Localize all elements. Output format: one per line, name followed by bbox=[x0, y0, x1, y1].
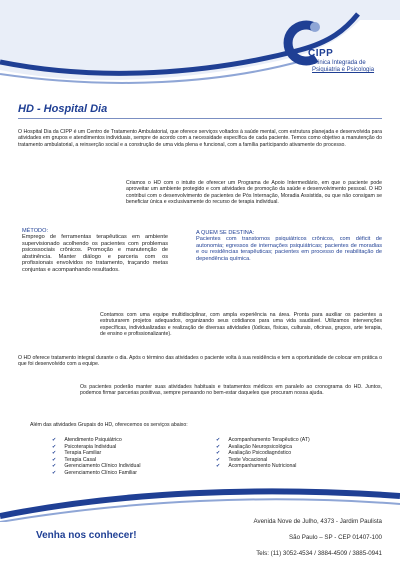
audience-title: A QUEM SE DESTINA: bbox=[196, 230, 255, 236]
check-icon: ✔ bbox=[52, 463, 57, 469]
check-icon: ✔ bbox=[216, 456, 221, 463]
check-icon: ✔ bbox=[52, 443, 57, 450]
title-divider bbox=[18, 118, 382, 119]
audience-text: Pacientes com transtornos psiquiátricos crônicos, com déficit de autonomia; egressos de internações psiquiátricas; pacientes de moradias e ou residências terapêuticas; pacientes em processo de reabilitação de dependência química. bbox=[196, 236, 382, 262]
list-item: ✔ Terapia Casal bbox=[52, 456, 97, 463]
services-list-left bbox=[52, 437, 140, 476]
list-item: ✔ Gerenciamento Clínico Familiar bbox=[52, 469, 138, 476]
check-icon: ✔ bbox=[52, 456, 57, 463]
team-paragraph: Contamos com uma equipe multidisciplinar, com ampla experiência na área. Pronta para auxiliar os pacientes a estruturarem projetos adequados, organizando seus cotidianos para uma vida saudável. Utilizamos intervenções específicas, individualizadas e realização de diversas atividades (lúdicas, físicas, culturais, oficinas, grupos, arte terapia, de ensino e profissionalizante). bbox=[100, 312, 382, 338]
header-swoosh bbox=[0, 0, 400, 95]
page-title: HD - Hospital Dia bbox=[18, 103, 108, 115]
list-item: ✔ Avaliação Neuropsicológica bbox=[216, 443, 292, 450]
audience-section bbox=[196, 230, 382, 262]
services-list-right bbox=[216, 437, 310, 470]
check-icon: ✔ bbox=[216, 450, 221, 456]
list-item: ✔ Terapia Familiar bbox=[52, 450, 102, 456]
integral-paragraph: O HD oferece tratamento integral durante o dia. Após o término das atividades o paciente volta à sua residência e tem a oportunidade de colocar em prática o que foi desenvolvido com a equipe. bbox=[18, 355, 382, 368]
method-section bbox=[22, 228, 168, 274]
patients-paragraph: Os pacientes poderão manter suas atividades habituais e tratamentos médicos em paralelo ao cronograma do HD. Juntos, podemos firmar parcerias positivas, sempre pensando no bem-estar daqueles que procuram nossa ajuda. bbox=[80, 384, 382, 397]
check-icon: ✔ bbox=[216, 443, 221, 450]
logo-subtitle bbox=[312, 60, 374, 74]
list-item: ✔ Gerenciamento Clínico Individual bbox=[52, 463, 141, 469]
check-icon: ✔ bbox=[52, 437, 57, 443]
logo-name: CIPP bbox=[308, 48, 334, 59]
services-intro: Além das atividades Grupais do HD, oferecemos os serviços abaixo: bbox=[30, 422, 188, 428]
check-icon: ✔ bbox=[52, 450, 57, 456]
footer-city: São Paulo – SP - CEP 01407-100 bbox=[289, 534, 382, 541]
check-icon: ✔ bbox=[216, 437, 221, 443]
check-icon: ✔ bbox=[216, 463, 221, 469]
method-text: Emprego de ferramentas terapêuticas em ambiente supervisionado acolhendo os pacientes com problemas psicossociais crônicos. Promoção e manutenção de abstinência. Manter diálogo e parceria com os profissionais envolvidos no tratamento, traçando metas conjuntas e acompanhando resultados. bbox=[22, 234, 168, 273]
list-item: ✔ Acompanhamento Terapêutico (AT) bbox=[216, 437, 310, 443]
check-icon: ✔ bbox=[52, 469, 57, 476]
tagline: Venha nos conhecer! bbox=[36, 530, 137, 541]
list-item: ✔ Atendimento Psiquiátrico bbox=[52, 437, 122, 443]
method-title: MÉTODO: bbox=[22, 228, 49, 234]
footer-swoosh bbox=[0, 482, 400, 522]
list-item: ✔ Avaliação Psicodiagnóstico bbox=[216, 450, 292, 456]
list-item: ✔ Acompanhamento Nutricional bbox=[216, 463, 297, 469]
footer-phones: Tels: (11) 3052-4534 / 3884-4509 / 3885-0941 bbox=[256, 550, 382, 557]
logo-subtitle-line2: Psiquiatria e Psicologia bbox=[312, 67, 375, 73]
list-item: ✔ Teste Vocacional bbox=[216, 456, 268, 463]
intro-paragraph: O Hospital Dia da CIPP é um Centro de Tratamento Ambulatorial, que oferece serviços voltados à saúde mental, com estrutura planejada e desenvolvida para atividades em grupos e atendimentos individuais, sempre de acordo com a necessidade específica de cada paciente. Temos como objetivo a manutenção do tratamento ambulatorial, a reinserção social e a construção de uma vida plena e funcional, com a família participando ativamente do processo. bbox=[18, 129, 382, 148]
logo-subtitle-line1: Clínica Integrada de bbox=[312, 60, 366, 66]
creation-paragraph: Criamos o HD com o intuito de oferecer um Programa de Apoio Intermediário, em que o paciente pode aproveitar um ambiente protegido e com atividades de promoção da saúde e desenvolvimento pessoal. O HD contribui com o desenvolvimento de pacientes de Pós Internação, Moradia Assistida, ou que não consigam se beneficiar única e exclusivamente do recurso de terapia individual. bbox=[126, 180, 382, 206]
footer-address: Avenida Nove de Julho, 4373 - Jardim Paulista bbox=[253, 518, 382, 525]
list-item: ✔ Psicoterapia Individual bbox=[52, 443, 117, 450]
